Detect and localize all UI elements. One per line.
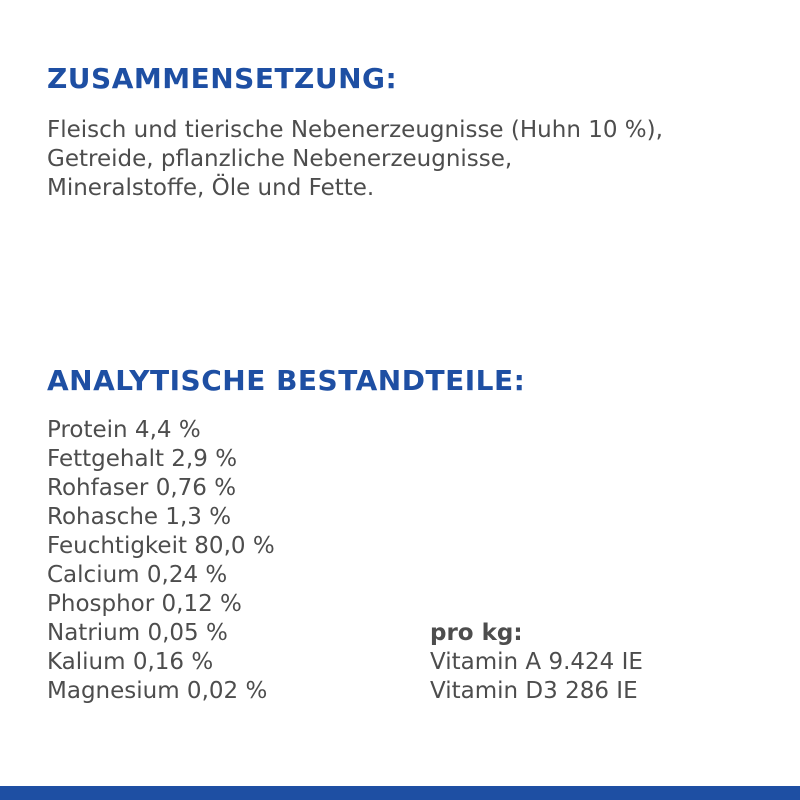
- per-kg-section: [430, 619, 643, 706]
- bottom-bar: [0, 786, 800, 800]
- analytics-item: Rohasche 1,3 %: [47, 504, 232, 530]
- analytics-list: [47, 416, 275, 706]
- analytics-item: Protein 4,4 %: [47, 417, 201, 443]
- per-kg-item: Vitamin A 9.424 IE: [430, 649, 643, 675]
- analytics-item: Magnesium 0,02 %: [47, 678, 268, 704]
- analytics-item: Feuchtigkeit 80,0 %: [47, 533, 275, 559]
- per-kg-list: [430, 648, 643, 706]
- analytics-item: Rohfaser 0,76 %: [47, 475, 237, 501]
- composition-line: Mineralstoffe, Öle und Fette.: [47, 175, 375, 201]
- composition-line: Fleisch und tierische Nebenerzeugnisse (Huhn 10 %),: [47, 117, 663, 143]
- analytics-item: Calcium 0,24 %: [47, 562, 228, 588]
- composition-line: Getreide, pflanzliche Nebenerzeugnisse,: [47, 146, 513, 172]
- analytics-item: Natrium 0,05 %: [47, 620, 228, 646]
- analytics-item: Fettgehalt 2,9 %: [47, 446, 238, 472]
- composition-text: [47, 116, 663, 203]
- analytics-item: Phosphor 0,12 %: [47, 591, 242, 617]
- per-kg-heading: pro kg:: [430, 620, 523, 646]
- per-kg-item: Vitamin D3 286 IE: [430, 678, 638, 704]
- analytics-heading: ANALYTISCHE BESTANDTEILE:: [47, 364, 526, 397]
- analytics-item: Kalium 0,16 %: [47, 649, 214, 675]
- composition-heading: ZUSAMMENSETZUNG:: [47, 62, 398, 95]
